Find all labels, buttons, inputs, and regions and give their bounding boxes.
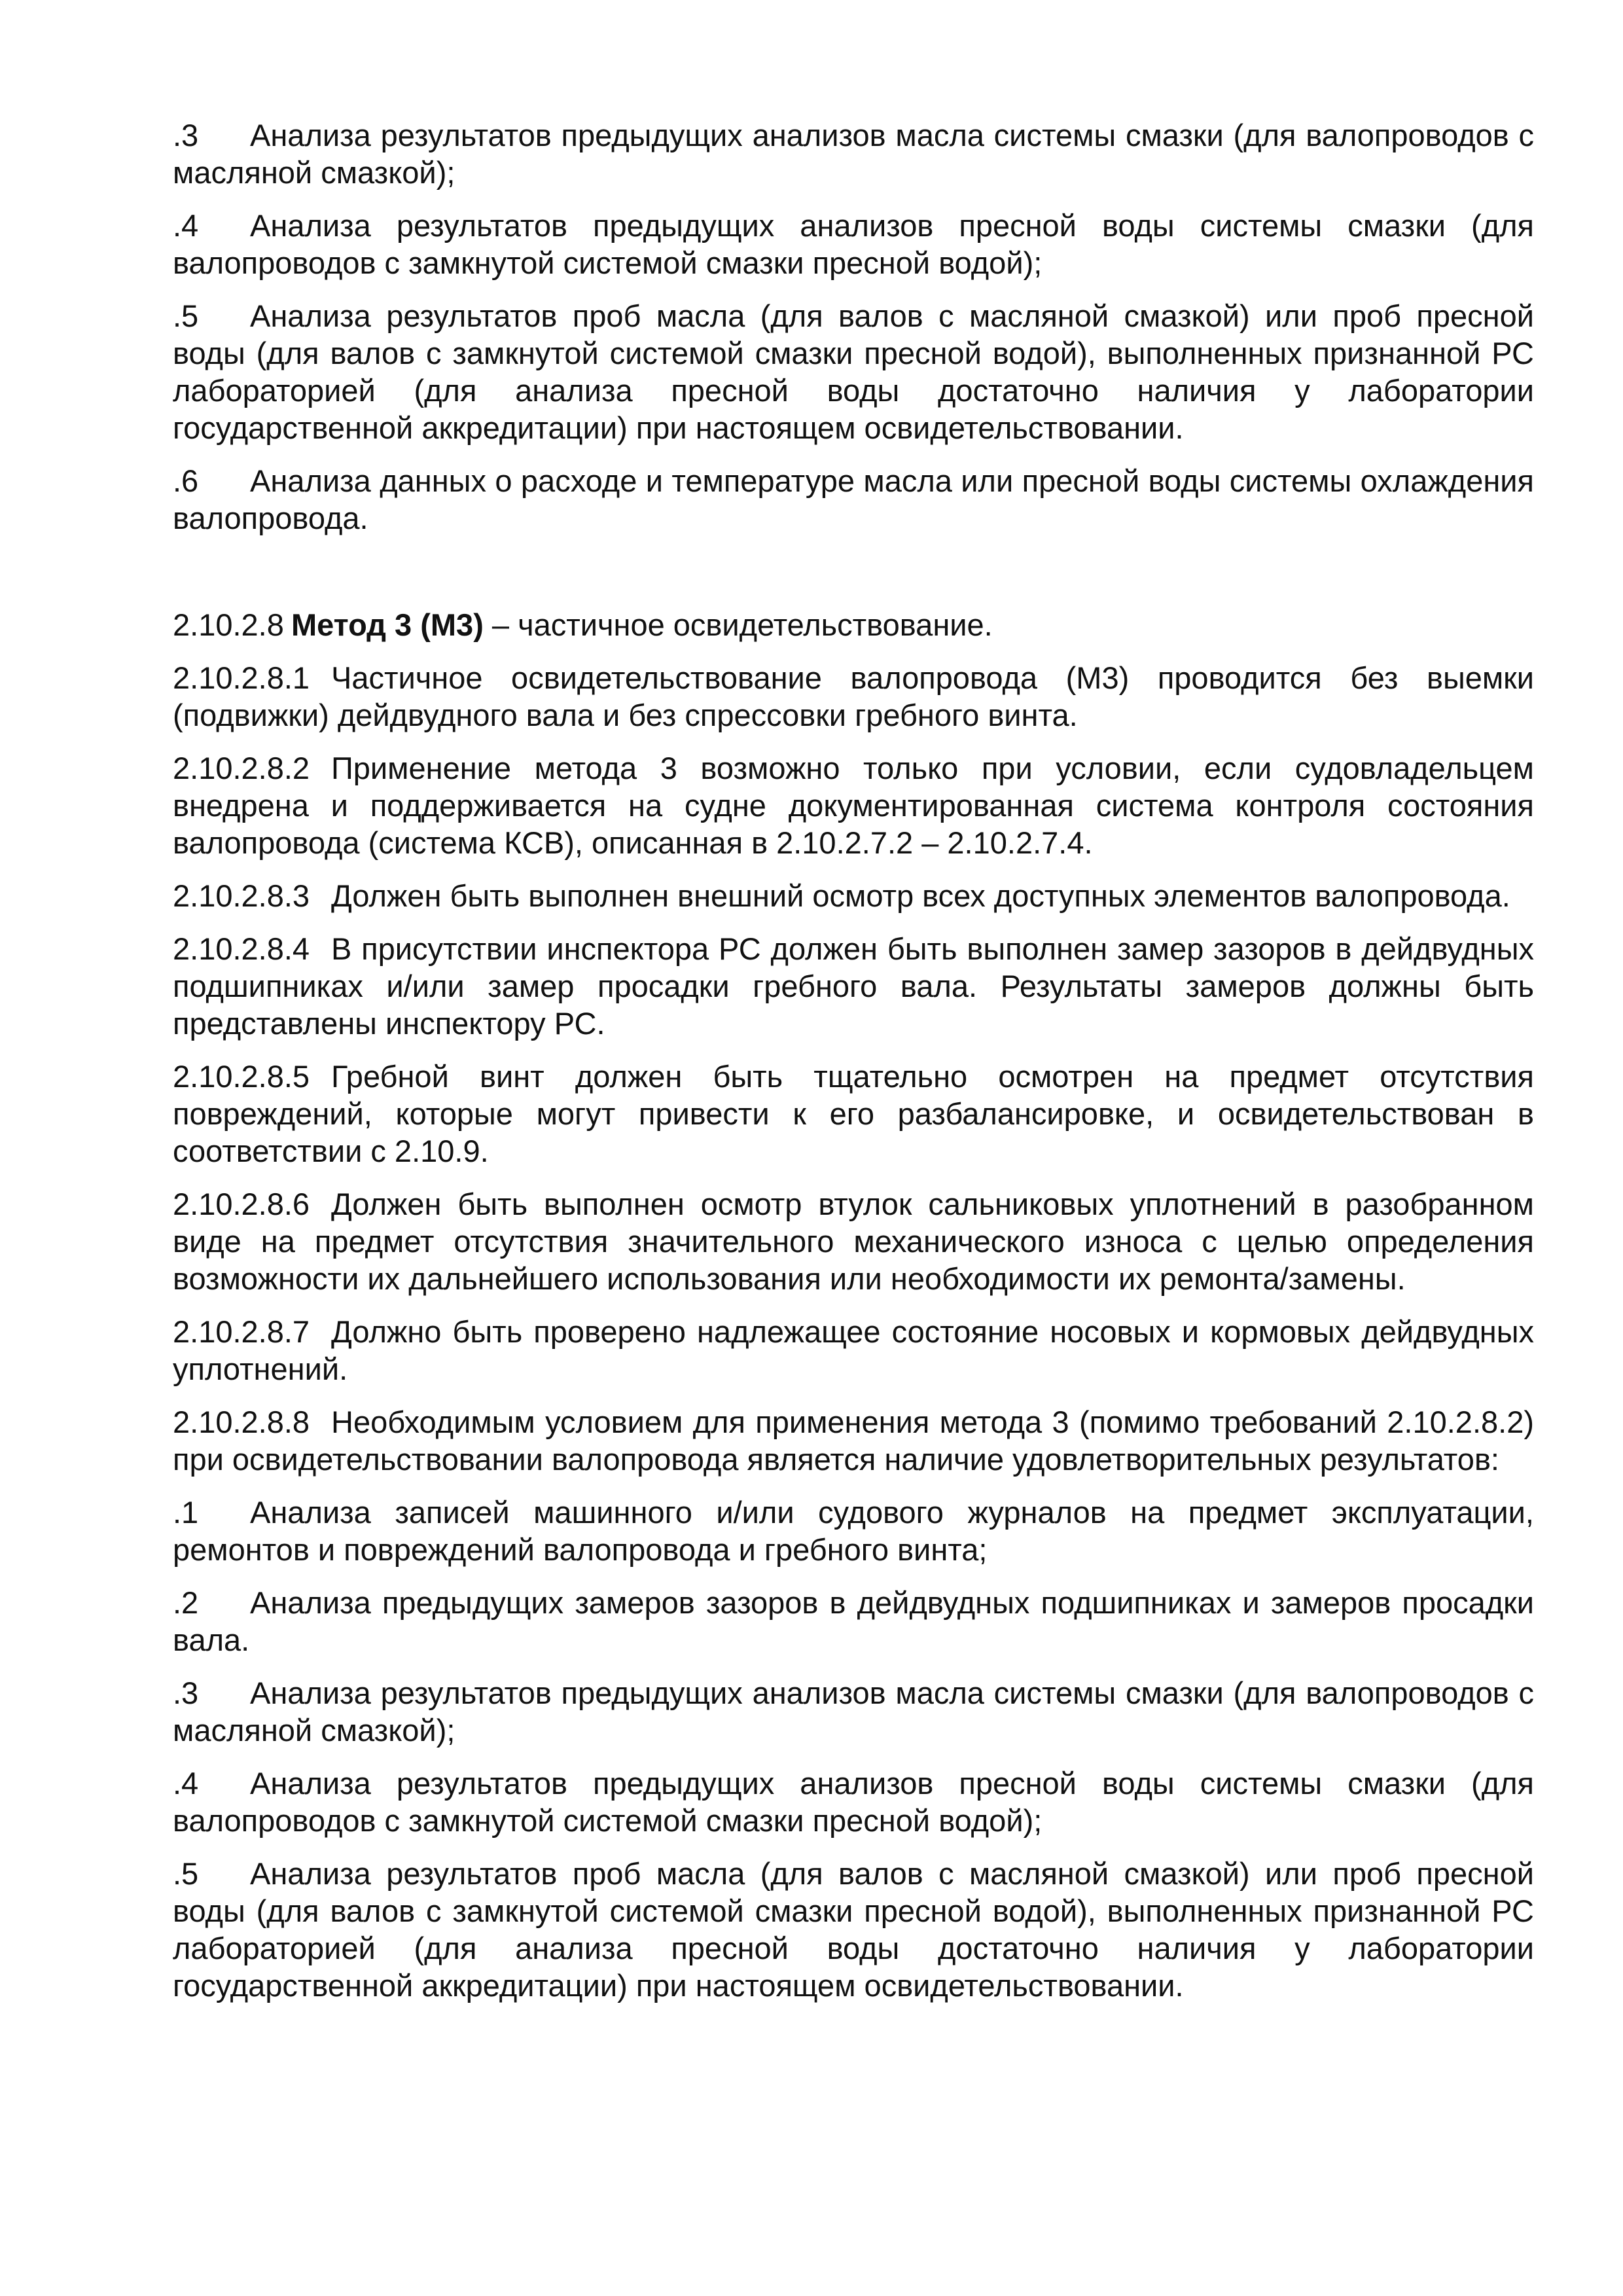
list-item-number: .3: [173, 118, 199, 152]
clause-text: Частичное освидетельствование валопровода (М3) проводится без выемки (подвижки) дейдвудного вала и без спрессовки гребного винта.: [173, 660, 1534, 732]
list-item: [173, 462, 1534, 537]
clause-number: 2.10.2.8.3: [173, 878, 310, 913]
list-item: [173, 297, 1534, 446]
section-subtitle: – частичное освидетельствование.: [483, 607, 993, 642]
list-item-text: Анализа результатов предыдущих анализов пресной воды системы смазки (для валопроводов с замкнутой системой смазки пресной водой);: [173, 208, 1534, 280]
list-item-number: .2: [173, 1585, 199, 1620]
clause: [173, 930, 1534, 1042]
clause: [173, 1058, 1534, 1170]
list-item: [173, 1674, 1534, 1749]
clause-text: Должен быть выполнен осмотр втулок сальниковых уплотнений в разобранном виде на предмет отсутствия значительного механического износа с целью определения возможности их дальнейшего использования или необходимости их ремонта/замены.: [173, 1187, 1534, 1296]
clause-text: Необходимым условием для применения метода 3 (помимо требований 2.10.2.8.2) при освидетельствовании валопровода является наличие удовлетворительных результатов:: [173, 1405, 1534, 1477]
list-item: [173, 117, 1534, 191]
clause: [173, 1185, 1534, 1297]
section-number: 2.10.2.8: [173, 607, 284, 642]
clause-number: 2.10.2.8.4: [173, 931, 310, 966]
list-item-number: .4: [173, 208, 199, 243]
list-item-text: Анализа результатов проб масла (для валов с масляной смазкой) или проб пресной воды (для валов с замкнутой системой смазки пресной водой), выполненных признанной РС лабораторией (для анализа пресной воды достаточно наличия у лаборатории государственной аккредитации) при настоящем освидетельствовании.: [173, 1856, 1534, 2003]
list-item: [173, 207, 1534, 281]
list-item: [173, 1494, 1534, 1568]
list-item-text: Анализа данных о расходе и температуре масла или пресной воды системы охлаждения валопровода.: [173, 463, 1534, 535]
list-item-number: .6: [173, 463, 199, 498]
list-item-text: Анализа записей машинного и/или судового журналов на предмет эксплуатации, ремонтов и повреждений валопровода и гребного винта;: [173, 1495, 1534, 1567]
clause: [173, 1403, 1534, 1478]
list-item-number: .5: [173, 298, 199, 333]
section-heading: [173, 606, 1534, 643]
list-item-number: .4: [173, 1766, 199, 1801]
clause: [173, 749, 1534, 861]
document-page: [173, 117, 1534, 2020]
section-spacer: [173, 552, 1534, 606]
clause: [173, 1313, 1534, 1388]
list-item-number: .5: [173, 1856, 199, 1891]
clause-text: В присутствии инспектора РС должен быть выполнен замер зазоров в дейдвудных подшипниках и/или замер просадки гребного вала. Результаты замеров должны быть представлены инспектору РС.: [173, 931, 1534, 1041]
clause-number: 2.10.2.8.6: [173, 1187, 310, 1221]
list-item: [173, 1765, 1534, 1839]
clause: [173, 659, 1534, 734]
clause-number: 2.10.2.8.8: [173, 1405, 310, 1439]
clause-text: Гребной винт должен быть тщательно осмотрен на предмет отсутствия повреждений, которые могут привести к его разбалансировке, и освидетельствован в соответствии с 2.10.9.: [173, 1059, 1534, 1168]
clause: [173, 877, 1534, 914]
section-title: Метод 3 (М3): [291, 607, 484, 642]
list-item-number: .3: [173, 1676, 199, 1710]
list-item: [173, 1855, 1534, 2004]
clause-number: 2.10.2.8.2: [173, 751, 310, 785]
clause-number: 2.10.2.8.5: [173, 1059, 310, 1094]
clause-text: Должен быть выполнен внешний осмотр всех доступных элементов валопровода.: [331, 878, 1510, 913]
list-item-text: Анализа предыдущих замеров зазоров в дейдвудных подшипниках и замеров просадки вала.: [173, 1585, 1534, 1657]
list-item-text: Анализа результатов предыдущих анализов масла системы смазки (для валопроводов с масляной смазкой);: [173, 1676, 1534, 1748]
list-item-text: Анализа результатов предыдущих анализов пресной воды системы смазки (для валопроводов с замкнутой системой смазки пресной водой);: [173, 1766, 1534, 1838]
clause-number: 2.10.2.8.1: [173, 660, 310, 695]
list-item-number: .1: [173, 1495, 199, 1530]
clause-text: Должно быть проверено надлежащее состояние носовых и кормовых дейдвудных уплотнений.: [173, 1314, 1534, 1386]
clause-text: Применение метода 3 возможно только при условии, если судовладельцем внедрена и поддерживается на судне документированная система контроля состояния валопровода (система КСВ), описанная в 2.10.2.7.2 – 2.10.2.7.4.: [173, 751, 1534, 860]
list-item: [173, 1584, 1534, 1659]
list-item-text: Анализа результатов предыдущих анализов масла системы смазки (для валопроводов с масляной смазкой);: [173, 118, 1534, 190]
clause-number: 2.10.2.8.7: [173, 1314, 310, 1349]
list-item-text: Анализа результатов проб масла (для валов с масляной смазкой) или проб пресной воды (для валов с замкнутой системой смазки пресной водой), выполненных признанной РС лабораторией (для анализа пресной воды достаточно наличия у лаборатории государственной аккредитации) при настоящем освидетельствовании.: [173, 298, 1534, 445]
